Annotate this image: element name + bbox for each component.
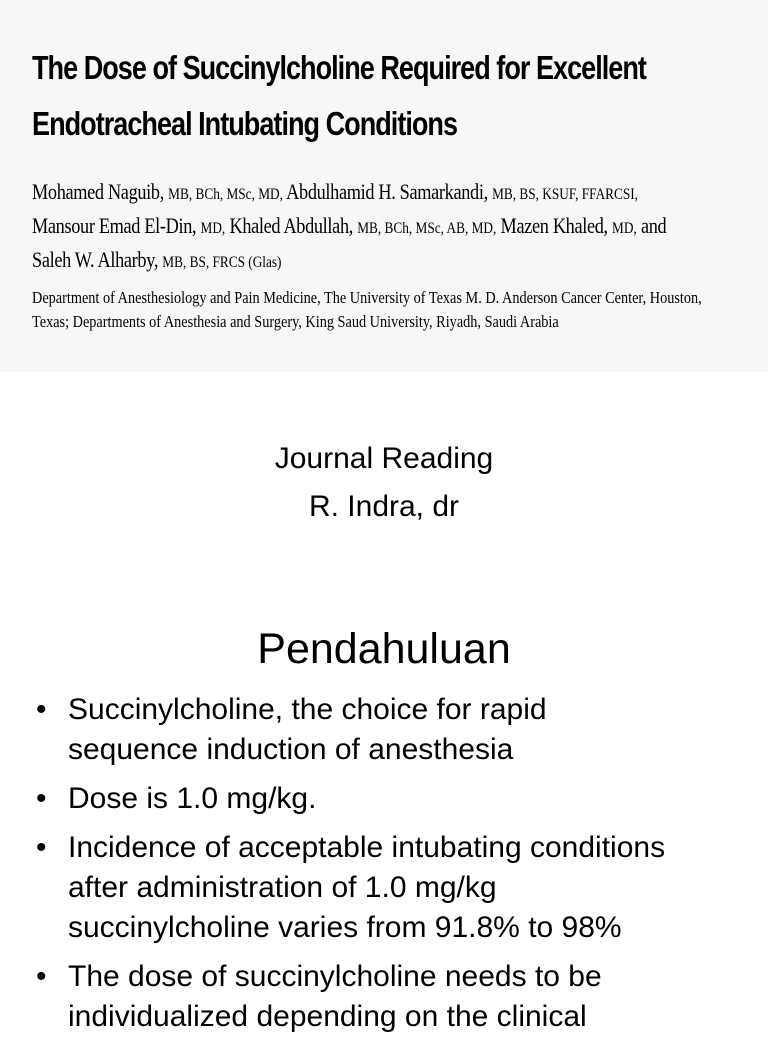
list-item	[36, 957, 756, 1037]
bullet-text-line: Succinylcholine, the choice for rapid	[68, 693, 547, 726]
bullet-marker: •	[36, 960, 47, 993]
author-name: Mazen Khaled,	[500, 213, 608, 238]
author-name: Mohamed Naguib,	[32, 179, 164, 204]
bullet-marker: •	[36, 831, 47, 864]
bullet-marker: •	[36, 782, 47, 815]
paper-header-scan	[0, 0, 768, 372]
author-degrees: MB, BCh, MSc, MD,	[168, 186, 283, 203]
author-name: Mansour Emad El-Din,	[32, 213, 197, 238]
author-degrees: MD,	[612, 220, 637, 237]
author-name: Khaled Abdullah,	[229, 213, 353, 238]
author-conjunction: and	[640, 213, 667, 238]
affiliation-line-1: Department of Anesthesiology and Pain Medicine, The University of Texas M. D. Anderson Cancer Center, Houston,	[32, 288, 702, 307]
slide-subtitle: Journal Reading	[274, 442, 494, 475]
bullet-text-line: Dose is 1.0 mg/kg.	[68, 782, 317, 815]
affiliation-line-2: Texas; Departments of Anesthesia and Surgery, King Saud University, Riyadh, Saudi Arabia	[32, 312, 559, 331]
author-list	[32, 176, 666, 278]
bullet-text-line: The dose of succinylcholine needs to be	[68, 960, 602, 993]
bullet-list	[36, 690, 756, 1046]
author-degrees: MB, BCh, MSc, AB, MD,	[357, 220, 497, 237]
author-degrees: MD,	[200, 220, 226, 237]
bullet-text-line: Incidence of acceptable intubating conditions	[68, 831, 666, 864]
list-item	[36, 690, 756, 770]
author-degrees: MB, BS, KSUF, FFARCSI,	[492, 186, 639, 203]
bullet-text-line: sequence induction of anesthesia	[68, 733, 514, 766]
author-name: Abdulhamid H. Samarkandi,	[286, 179, 488, 204]
author-degrees: MB, BS, FRCS (Glas)	[162, 254, 282, 271]
presenter-name: R. Indra, dr	[308, 490, 460, 523]
bullet-marker: •	[36, 693, 47, 726]
list-item	[36, 828, 756, 948]
bullet-text-line: succinylcholine varies from 91.8% to 98%	[68, 911, 622, 944]
list-item	[36, 779, 756, 819]
section-title: Pendahuluan	[257, 625, 511, 673]
paper-title-line-2: Endotracheal Intubating Conditions	[32, 105, 458, 142]
bullet-text-line: after administration of 1.0 mg/kg	[68, 871, 497, 904]
author-name: Saleh W. Alharby,	[32, 247, 159, 272]
bullet-text-line: individualized depending on the clinical	[68, 1000, 587, 1033]
affiliation	[32, 286, 702, 334]
paper-title-line-1: The Dose of Succinylcholine Required for Excellent	[32, 49, 646, 86]
paper-title	[32, 40, 646, 152]
